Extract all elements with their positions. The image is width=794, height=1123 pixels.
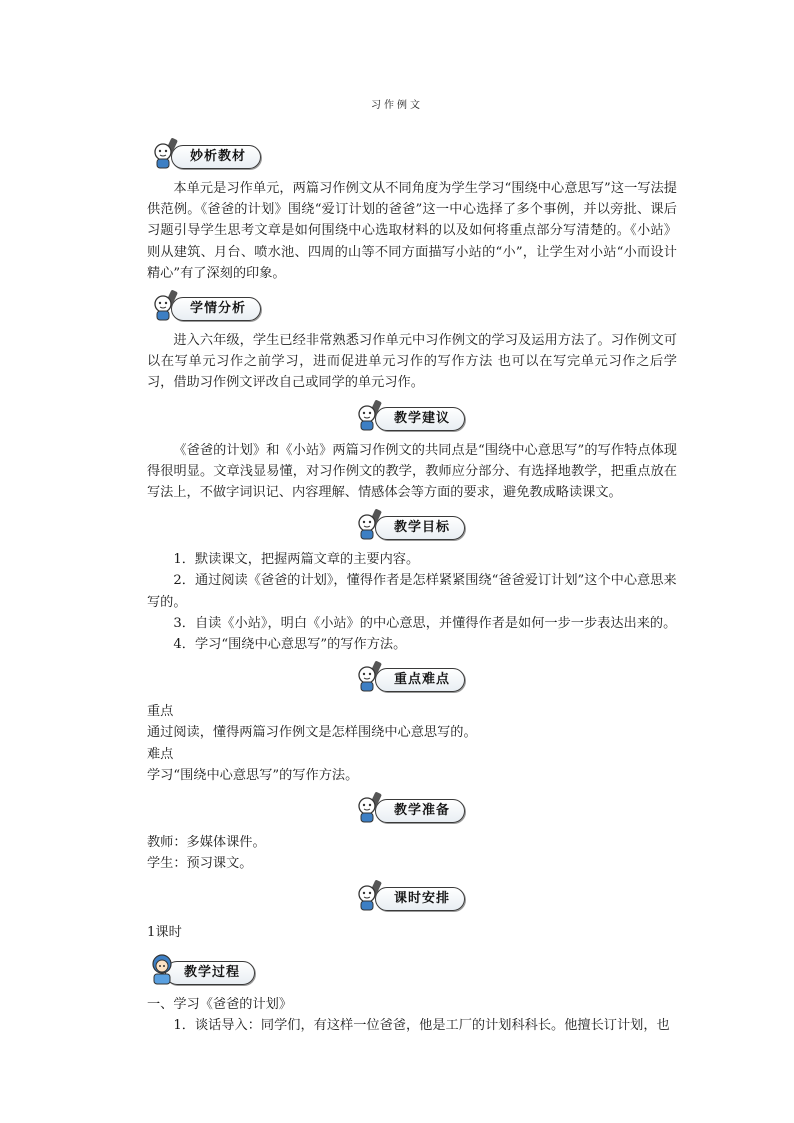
page-title: 习作例文	[371, 100, 423, 111]
heading-label: 妙析教材	[171, 145, 261, 169]
heading-badge	[147, 960, 255, 986]
paragraph: 进入六年级，学生已经非常熟悉习作单元中习作例文的学习及运用方法了。习作例文可以在写单元习作之前学习，进而促进单元习作的写作方法 也可以在写完单元习作之后学习，借助习作例文评改自己或同学的单元习作。	[147, 333, 677, 391]
section-heading-students	[147, 284, 677, 330]
pencil-mascot-icon	[355, 659, 387, 693]
heading-badge	[355, 515, 465, 541]
section-heading-objectives	[147, 503, 677, 549]
pencil-mascot-icon	[355, 790, 387, 824]
heading-label: 学情分析	[171, 297, 261, 321]
text-line: 学习“围绕中心意思写”的写作方法。	[147, 767, 359, 783]
heading-badge	[355, 886, 465, 912]
text-line: 重点	[147, 704, 174, 720]
section-heading-process	[147, 944, 677, 994]
list-item: 1．默读课文，把握两篇文章的主要内容。	[173, 552, 420, 568]
pencil-mascot-icon	[355, 878, 387, 912]
section-heading-preparation	[147, 786, 677, 832]
text-line: 1课时	[147, 925, 182, 941]
heading-badge	[151, 296, 261, 322]
paragraph: 《爸爸的计划》和《小站》两篇习作例文的共同点是“围绕中心意思写”的写作特点体现得很明显。文章浅显易懂，对习作例文的教学，教师应分部分、有选择地教学，把重点放在写法上，不做字词识记、内容理解、情感体会等方面的要求，避免教成略读课文。	[147, 442, 677, 501]
paragraph: 本单元是习作单元，两篇习作例文从不同角度为学生学习“围绕中心意思写”这一写法提供范例。《爸爸的计划》围绕“爱订计划的爸爸”这一中心选择了多个事例，并以旁批、课后习题引导学生思考文章是如何围绕中心选取材料的以及如何将重点部分写清楚的。《小站》则从建筑、月台、喷水池、四周的山等不同方面描写小站的“小”，让学生对小站“小而设计精心”有了深刻的印象。	[147, 181, 677, 281]
text-line: 1．谈话导入：同学们，有这样一位爸爸，他是工厂的计划科科长。他擅长订计划，也	[173, 1017, 670, 1033]
heading-label: 重点难点	[375, 668, 465, 692]
pencil-mascot-icon	[355, 507, 387, 541]
student-mascot-icon	[147, 952, 177, 986]
heading-label: 教学目标	[375, 516, 465, 540]
text-line: 通过阅读，懂得两篇习作例文是怎样围绕中心意思写的。	[147, 725, 477, 741]
pencil-mascot-icon	[355, 398, 387, 432]
text-line: 难点	[147, 746, 174, 762]
heading-label: 教学准备	[375, 799, 465, 823]
list-item: 4．学习“围绕中心意思写”的写作方法。	[173, 637, 407, 653]
heading-badge	[355, 798, 465, 824]
heading-label: 教学建议	[375, 407, 465, 431]
section-heading-schedule	[147, 874, 677, 920]
heading-badge	[355, 406, 465, 432]
section-heading-analysis	[147, 132, 677, 178]
pencil-mascot-icon	[151, 288, 183, 322]
list-item: 3．自读《小站》，明白《小站》的中心意思，并懂得作者是如何一步一步表达出来的。	[173, 615, 677, 631]
text-line: 教师：多媒体课件。	[147, 835, 266, 851]
text-line: 一、学习《爸爸的计划》	[147, 996, 293, 1012]
text-line: 学生：预习课文。	[147, 856, 253, 872]
document-body	[147, 132, 677, 1036]
heading-badge	[355, 667, 465, 693]
heading-label: 课时安排	[375, 887, 465, 911]
section-heading-key-points	[147, 655, 677, 701]
list-item: 2．通过阅读《爸爸的计划》，懂得作者是怎样紧紧围绕“爸爸爱订计划”这个中心意思来写的。	[147, 573, 677, 610]
heading-label: 教学过程	[165, 961, 255, 985]
heading-badge	[151, 144, 261, 170]
section-heading-suggestions	[147, 394, 677, 440]
pencil-mascot-icon	[151, 136, 183, 170]
